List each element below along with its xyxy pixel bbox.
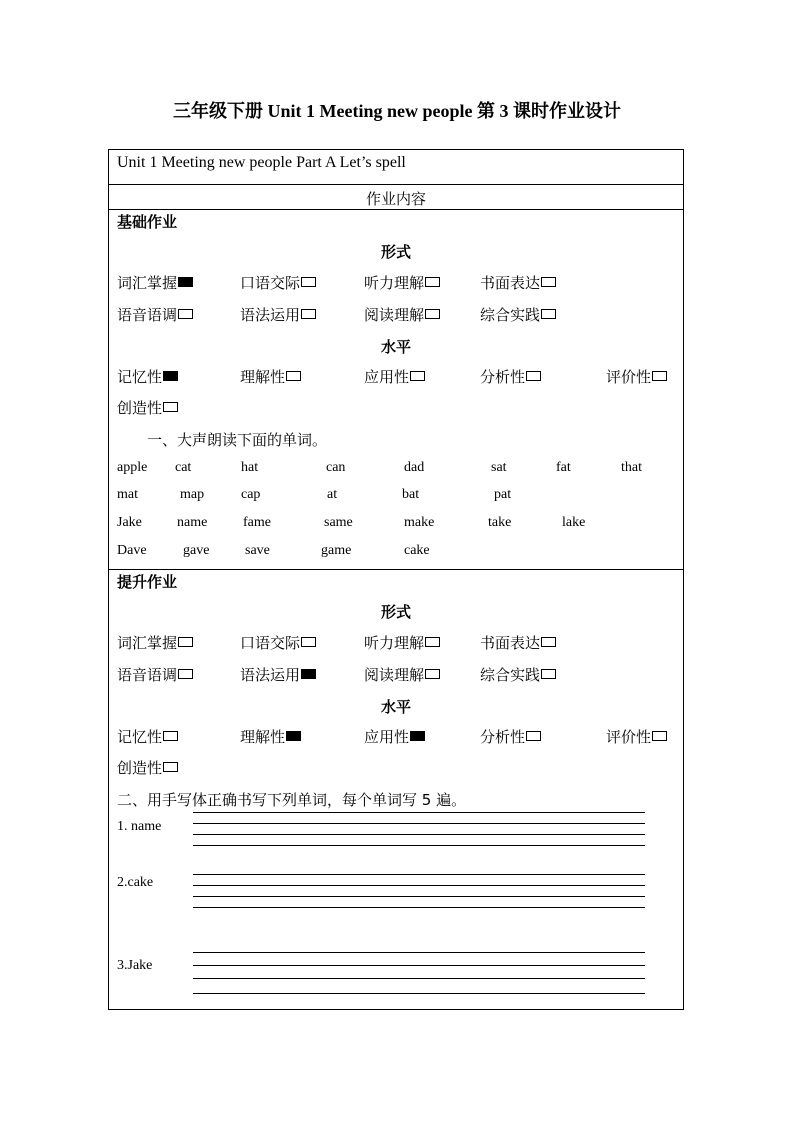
unchecked-box-icon[interactable] [163, 731, 178, 741]
checked-box-icon[interactable] [286, 731, 301, 741]
word: name [177, 515, 208, 530]
word: same [324, 515, 353, 530]
unchecked-box-icon[interactable] [541, 669, 556, 679]
word: pat [494, 487, 512, 502]
unchecked-box-icon[interactable] [526, 371, 541, 381]
level-label: 水平 [380, 698, 411, 716]
writing-line[interactable] [193, 907, 645, 908]
section-heading: 基础作业 [117, 213, 178, 231]
checkbox-option[interactable] [364, 726, 425, 747]
checkbox-option[interactable] [117, 664, 193, 685]
checkbox-option[interactable] [240, 664, 316, 685]
option-label: 语法运用 [240, 666, 301, 684]
checkbox-option[interactable] [117, 726, 178, 747]
checkbox-option[interactable] [480, 304, 556, 325]
writing-word-label: 2.cake [117, 875, 154, 890]
checkbox-option[interactable] [480, 632, 556, 653]
option-label: 语音语调 [117, 306, 178, 324]
unchecked-box-icon[interactable] [178, 309, 193, 319]
option-label: 理解性 [240, 728, 286, 746]
word: map [180, 487, 205, 502]
unit-header: Unit 1 Meeting new people Part A Let’s spell [117, 154, 406, 171]
word: Dave [117, 543, 147, 558]
option-label: 记忆性 [117, 368, 163, 386]
checkbox-option[interactable] [364, 632, 440, 653]
form-label: 形式 [380, 243, 411, 261]
option-label: 综合实践 [480, 306, 541, 324]
unchecked-box-icon[interactable] [410, 371, 425, 381]
word: game [321, 543, 352, 558]
writing-line[interactable] [193, 834, 645, 835]
level-label: 水平 [380, 338, 411, 356]
word: dad [404, 460, 425, 475]
checkbox-option[interactable] [480, 366, 541, 387]
unchecked-box-icon[interactable] [652, 371, 667, 381]
checkbox-option[interactable] [606, 726, 667, 747]
option-label: 听力理解 [364, 634, 425, 652]
checkbox-option[interactable] [480, 272, 556, 293]
option-label: 评价性 [606, 368, 652, 386]
section-heading: 提升作业 [117, 573, 178, 591]
checked-box-icon[interactable] [178, 277, 193, 287]
option-label: 语法运用 [240, 306, 301, 324]
unchecked-box-icon[interactable] [541, 637, 556, 647]
word: cap [241, 487, 261, 502]
checkbox-option[interactable] [117, 757, 178, 778]
word: fat [556, 460, 571, 475]
option-label: 阅读理解 [364, 306, 425, 324]
option-label: 应用性 [364, 368, 410, 386]
checkbox-option[interactable] [117, 272, 193, 293]
unchecked-box-icon[interactable] [163, 402, 178, 412]
option-label: 创造性 [117, 399, 163, 417]
word: sat [491, 460, 507, 475]
writing-line[interactable] [193, 978, 645, 979]
writing-line[interactable] [193, 993, 645, 994]
writing-line[interactable] [193, 812, 645, 813]
divider [109, 209, 683, 210]
option-label: 书面表达 [480, 274, 541, 292]
writing-line[interactable] [193, 885, 645, 886]
option-label: 创造性 [117, 759, 163, 777]
word: cat [175, 460, 192, 475]
option-label: 记忆性 [117, 728, 163, 746]
page-title: 三年级下册 Unit 1 Meeting new people 第 3 课时作业设计 [173, 101, 621, 121]
checkbox-option[interactable] [480, 664, 556, 685]
option-label: 词汇掌握 [117, 634, 178, 652]
writing-line[interactable] [193, 952, 645, 953]
unchecked-box-icon[interactable] [425, 277, 440, 287]
word: bat [402, 487, 420, 502]
word: Jake [117, 515, 142, 530]
unchecked-box-icon[interactable] [652, 731, 667, 741]
checkbox-option[interactable] [240, 272, 316, 293]
divider [109, 184, 683, 185]
option-label: 理解性 [240, 368, 286, 386]
option-label: 词汇掌握 [117, 274, 178, 292]
checkbox-option[interactable] [240, 304, 316, 325]
word: make [404, 515, 435, 530]
task-instruction: 二、用手写体正确书写下列单词，每个单词写 5 遍。 [117, 791, 467, 809]
form-label: 形式 [380, 603, 411, 621]
word: take [488, 515, 512, 530]
word: mat [117, 487, 138, 502]
homework-table [108, 149, 684, 1010]
word: fame [243, 515, 271, 530]
option-label: 语音语调 [117, 666, 178, 684]
checkbox-option[interactable] [240, 726, 301, 747]
unchecked-box-icon[interactable] [541, 309, 556, 319]
writing-line[interactable] [193, 896, 645, 897]
writing-line[interactable] [193, 845, 645, 846]
unchecked-box-icon[interactable] [541, 277, 556, 287]
checked-box-icon[interactable] [301, 669, 316, 679]
word: gave [183, 543, 210, 558]
checked-box-icon[interactable] [410, 731, 425, 741]
divider [109, 569, 683, 570]
writing-word-label: 3.Jake [117, 958, 153, 973]
word: hat [241, 460, 259, 475]
checkbox-option[interactable] [117, 366, 178, 387]
option-label: 书面表达 [480, 634, 541, 652]
checkbox-option[interactable] [364, 272, 440, 293]
option-label: 口语交际 [240, 274, 301, 292]
option-label: 应用性 [364, 728, 410, 746]
checked-box-icon[interactable] [163, 371, 178, 381]
word: apple [117, 460, 148, 475]
unchecked-box-icon[interactable] [301, 309, 316, 319]
checkbox-option[interactable] [364, 664, 440, 685]
unchecked-box-icon[interactable] [425, 637, 440, 647]
unchecked-box-icon[interactable] [526, 731, 541, 741]
word: that [621, 460, 642, 475]
checkbox-option[interactable] [117, 304, 193, 325]
unchecked-box-icon[interactable] [425, 669, 440, 679]
checkbox-option[interactable] [240, 632, 316, 653]
checkbox-option[interactable] [606, 366, 667, 387]
word: lake [562, 515, 586, 530]
option-label: 综合实践 [480, 666, 541, 684]
option-label: 分析性 [480, 728, 526, 746]
option-label: 口语交际 [240, 634, 301, 652]
word: save [245, 543, 270, 558]
checkbox-option[interactable] [117, 397, 178, 418]
writing-line[interactable] [193, 823, 645, 824]
option-label: 阅读理解 [364, 666, 425, 684]
option-label: 听力理解 [364, 274, 425, 292]
unchecked-box-icon[interactable] [178, 669, 193, 679]
checkbox-option[interactable] [364, 304, 440, 325]
unchecked-box-icon[interactable] [301, 277, 316, 287]
content-label: 作业内容 [365, 190, 426, 208]
unchecked-box-icon[interactable] [163, 762, 178, 772]
task-instruction: 一、大声朗读下面的单词。 [147, 431, 328, 449]
checkbox-option[interactable] [364, 366, 425, 387]
word: at [327, 487, 338, 502]
checkbox-option[interactable] [117, 632, 193, 653]
writing-word-label: 1. name [117, 819, 162, 834]
writing-line[interactable] [193, 965, 645, 966]
word: can [326, 460, 346, 475]
checkbox-option[interactable] [240, 366, 301, 387]
option-label: 分析性 [480, 368, 526, 386]
unchecked-box-icon[interactable] [178, 637, 193, 647]
option-label: 评价性 [606, 728, 652, 746]
unchecked-box-icon[interactable] [286, 371, 301, 381]
word: cake [404, 543, 430, 558]
writing-line[interactable] [193, 874, 645, 875]
checkbox-option[interactable] [480, 726, 541, 747]
unchecked-box-icon[interactable] [301, 637, 316, 647]
unchecked-box-icon[interactable] [425, 309, 440, 319]
